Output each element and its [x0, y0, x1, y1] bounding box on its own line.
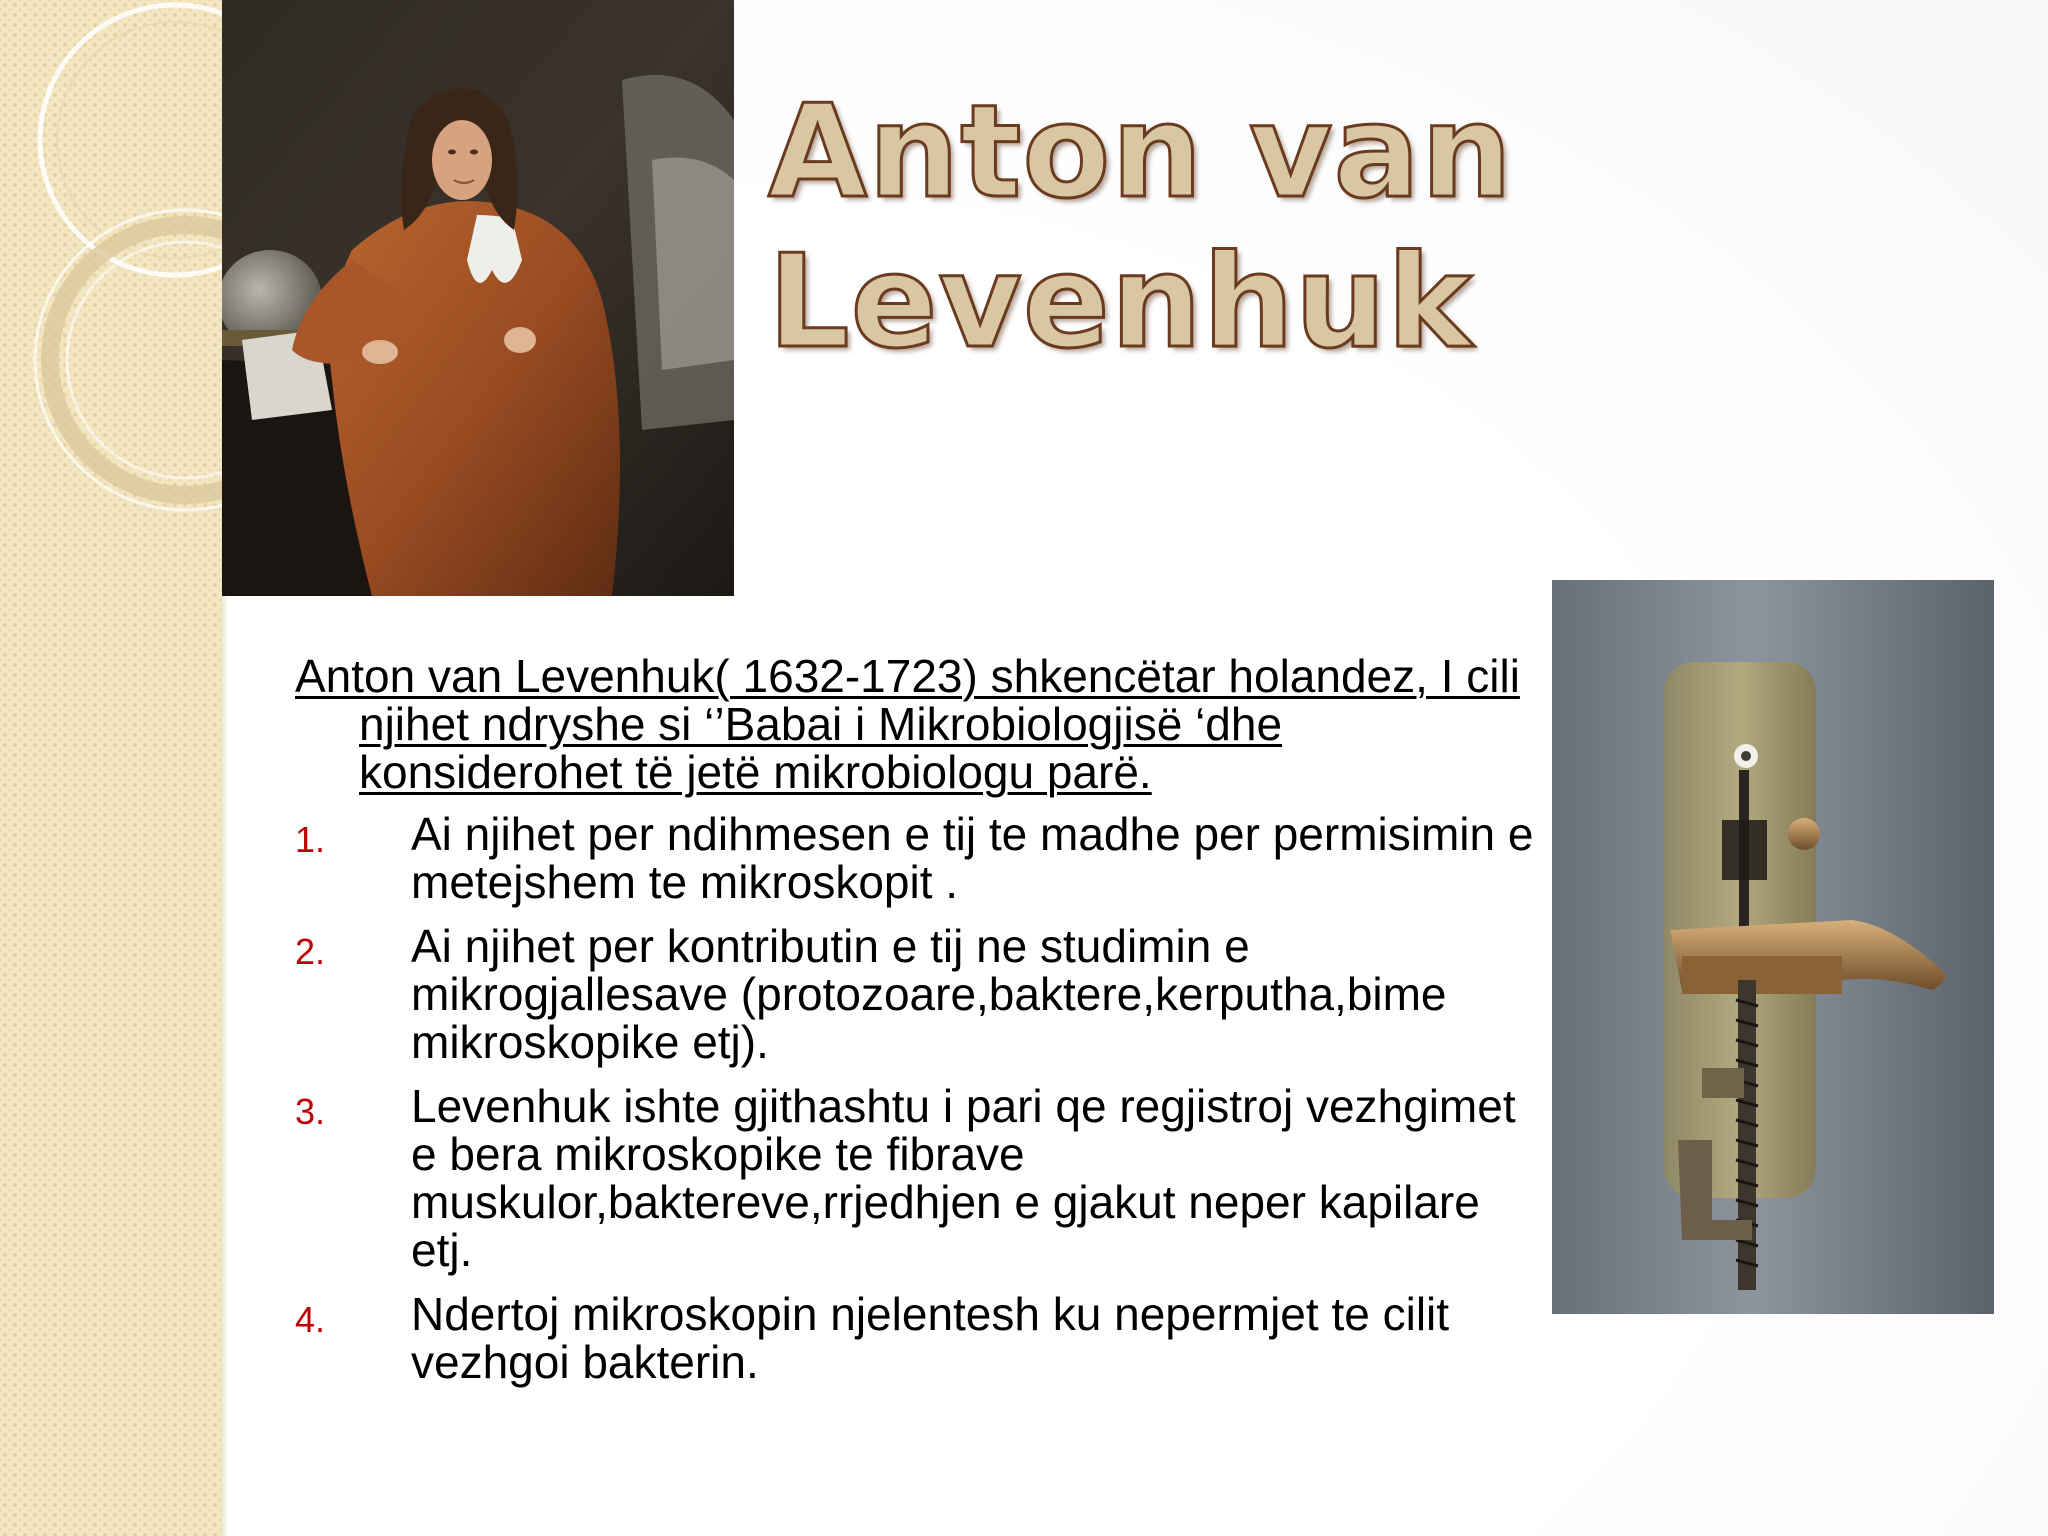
- list-item-text: Ndertoj mikroskopin njelentesh ku nepermjet te cilit vezhgoi bakterin.: [411, 1288, 1450, 1388]
- list-item: [295, 810, 1545, 906]
- slide-body: [295, 652, 1545, 1402]
- list-item-text: Levenhuk ishte gjithashtu i pari qe regjistroj vezhgimet e bera mikroskopike te fibrave muskulor,baktereve,rrjedhjen e gjakut neper kapilare etj.: [411, 1080, 1516, 1276]
- list-item-text: Ai njihet per ndihmesen e tij te madhe per permisimin e metejshem te mikroskopit .: [411, 808, 1534, 908]
- list-item: [295, 1082, 1545, 1274]
- list-number: 2.: [295, 931, 326, 972]
- fact-list: [295, 810, 1545, 1386]
- microscope-photo: [1552, 580, 1994, 1314]
- slide-title: [768, 78, 1768, 378]
- list-number: 3.: [295, 1091, 326, 1132]
- list-item: [295, 1290, 1545, 1386]
- title-line-1: Anton van: [768, 78, 1513, 227]
- decorative-rings: [0, 0, 240, 520]
- title-line-2: Levenhuk: [768, 228, 1474, 377]
- portrait-painting: [222, 0, 734, 596]
- list-item-text: Ai njihet per kontributin e tij ne studimin e mikrogjallesave (protozoare,baktere,kerputha,bime mikroskopike etj).: [411, 920, 1447, 1068]
- list-number: 1.: [295, 819, 326, 860]
- intro-paragraph: Anton van Levenhuk( 1632-1723) shkencëtar holandez, I cili njihet ndryshe si ‘’Babai i Mikrobiologjisë ‘dhe konsiderohet të jetë mikrobiologu parë.: [295, 650, 1520, 798]
- list-number: 4.: [295, 1299, 326, 1340]
- list-item: [295, 922, 1545, 1066]
